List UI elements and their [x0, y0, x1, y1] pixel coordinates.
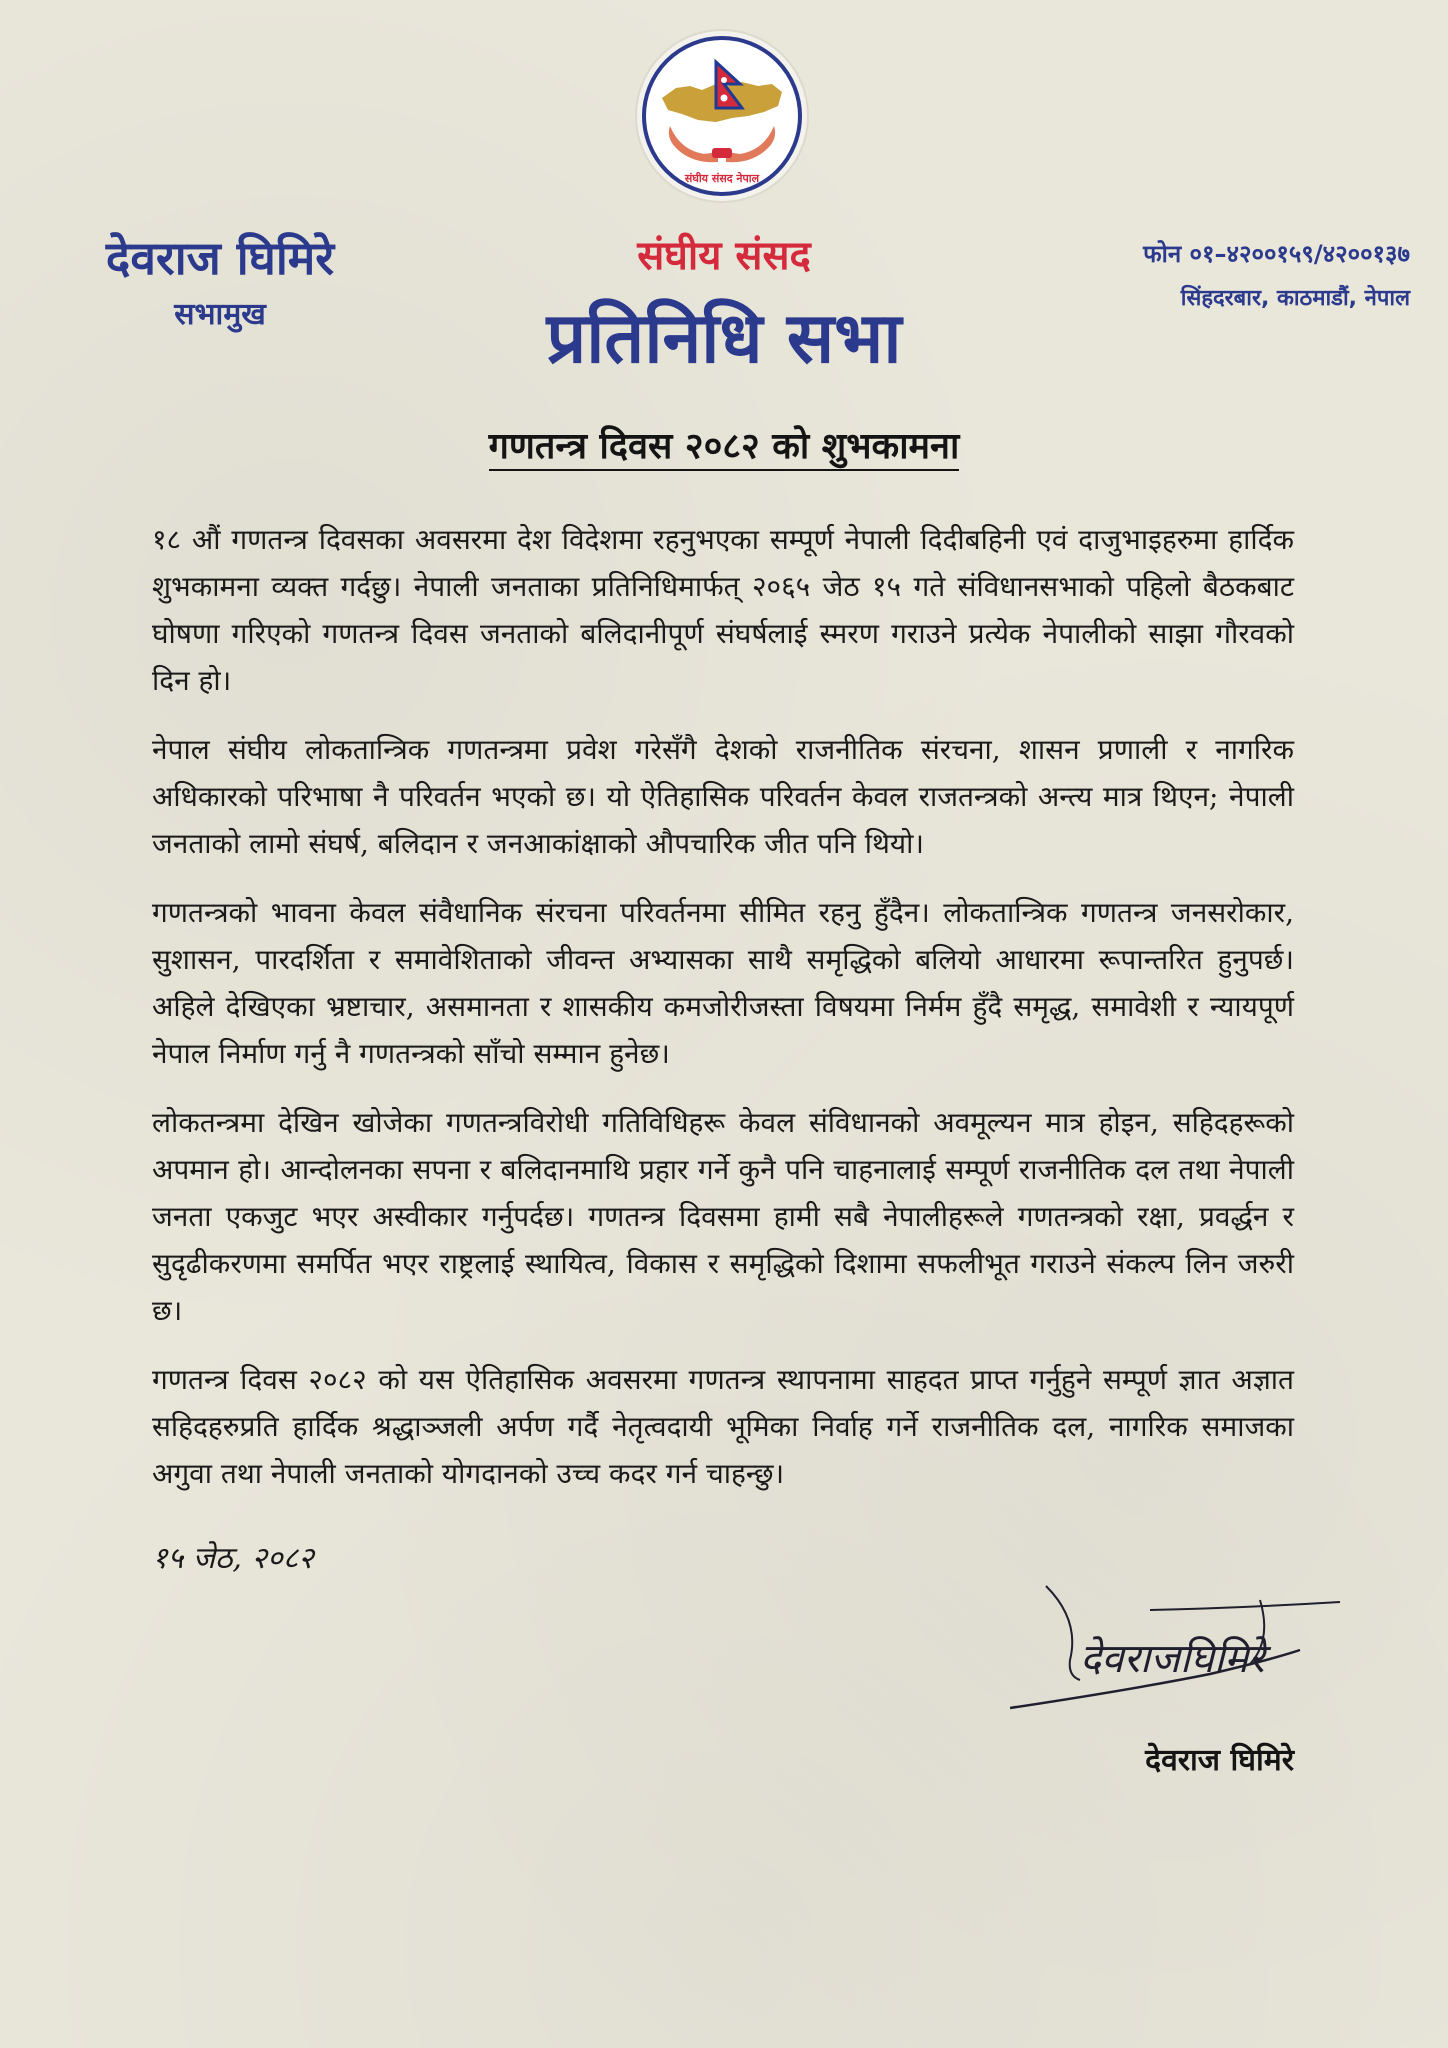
speaker-role: सभामुख — [174, 297, 266, 332]
paragraph: १८ औं गणतन्त्र दिवसका अवसरमा देश विदेशमा रहनुभएका सम्पूर्ण नेपाली दिदीबहिनी एवं दाजुभाइहरुमा हार्दिक शुभकामना व्यक्त गर्दछु। नेपाली जनताका प्रतिनिधिमार्फत् २०६५ जेठ १५ गते संविधानसभाको पहिलो बैठकबाट घोषणा गरिएको गणतन्त्र दिवस जनताको बलिदानीपूर्ण संघर्षलाई स्मरण गराउने प्रत्येक नेपालीको साझा गौरवको दिन हो। — [152, 523, 1294, 697]
institution-block — [424, 228, 1024, 388]
paragraph: नेपाल संघीय लोकतान्त्रिक गणतन्त्रमा प्रवेश गरेसँगै देशको राजनीतिक संरचना, शासन प्रणाली र नागरिक अधिकारको परिभाषा नै परिवर्तन भएको छ। यो ऐतिहासिक परिवर्तन केवल राजतन्त्रको अन्त्य मात्र थिएन; नेपाली जनताको लामो संघर्ष, बलिदान र जनआकांक्षाको औपचारिक जीत पनि थियो। — [152, 733, 1294, 860]
paragraph: गणतन्त्र दिवस २०८२ को यस ऐतिहासिक अवसरमा गणतन्त्र स्थापनामा साहदत प्राप्त गर्नुहुने सम्पूर्ण ज्ञात अज्ञात सहिदहरुप्रति हार्दिक श्रद्धाञ्जली अर्पण गर्दै नेतृत्वदायी भूमिका निर्वाह गर्ने राजनीतिक दल, नागरिक समाजका अगुवा तथा नेपाली जनताको योगदानको उच्च कदर गर्न चाहन्छु। — [152, 1363, 1294, 1490]
office-address: सिंहदरबार, काठमाडौं, नेपाल — [1180, 286, 1410, 311]
paragraph: गणतन्त्रको भावना केवल संवैधानिक संरचना परिवर्तनमा सीमित रहनु हुँदैन। लोकतान्त्रिक गणतन्त्र जनसरोकार, सुशासन, पारदर्शिता र समावेशिताको जीवन्त अभ्यासका साथै समृद्धिको बलियो आधारमा रूपान्तरित हुनुपर्छ। अहिले देखिएका भ्रष्टाचार, असमानता र शासकीय कमजोरीजस्ता विषयमा निर्मम हुँदै समृद्ध, समावेशी र न्यायपूर्ण नेपाल निर्माण गर्नु नै गणतन्त्रको साँचो सम्मान हुनेछ। — [152, 896, 1294, 1070]
heading-text: गणतन्त्र दिवस २०८२ को शुभकामना — [489, 426, 960, 471]
speaker-block — [60, 228, 380, 333]
paragraph: लोकतन्त्रमा देखिन खोजेका गणतन्त्रविरोधी गतिविधिहरू केवल संविधानको अवमूल्यन मात्र होइन, सहिदहरूको अपमान हो। आन्दोलनका सपना र बलिदानमाथि प्रहार गर्ने कुनै पनि चाहनालाई सम्पूर्ण राजनीतिक दल तथा नेपाली जनता एकजुट भएर अस्वीकार गर्नुपर्दछ। गणतन्त्र दिवसमा हामी सबै नेपालीहरूले गणतन्त्रको रक्षा, प्रवर्द्धन र सुदृढीकरणमा समर्पित भएर राष्ट्रलाई स्थायित्व, विकास र समृद्धिको दिशामा सफलीभूत गराउने संकल्प लिन जरुरी छ। — [152, 1106, 1294, 1327]
handwritten-signature — [1010, 1580, 1350, 1730]
letter-body — [152, 516, 1294, 1519]
letter-date: १५ जेठ, २०८२ — [152, 1541, 314, 1576]
letter-heading — [0, 420, 1448, 469]
signature-text: देवराजघिमिरे — [1080, 1636, 1265, 1682]
signatory-name: देवराज घिमिरे — [1145, 1743, 1294, 1778]
phone-number: फोन ०१–४२००१५९/४२००१३७ — [1143, 240, 1410, 268]
house-title: प्रतिनिधि सभा — [546, 297, 902, 379]
speaker-name: देवराज घिमिरे — [105, 231, 335, 285]
contact-block — [990, 236, 1410, 316]
parliament-emblem — [632, 26, 812, 206]
federal-parliament-title: संघीय संसद — [637, 233, 811, 279]
emblem-caption: संघीय संसद नेपाल — [684, 172, 760, 185]
